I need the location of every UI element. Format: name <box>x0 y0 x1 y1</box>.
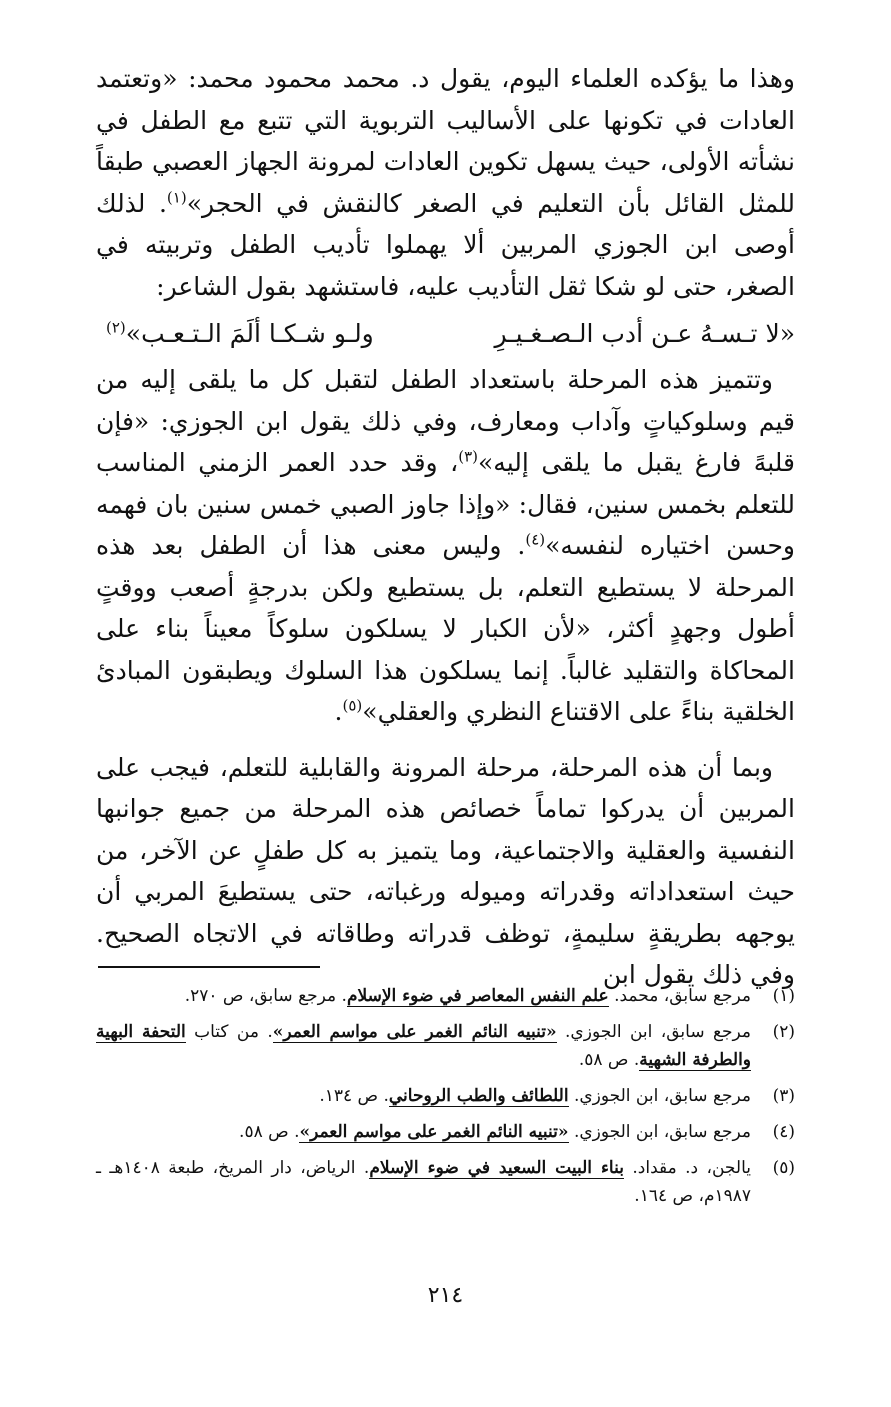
footnote-text <box>96 1082 751 1110</box>
footnote-3 <box>96 1082 795 1110</box>
footnote-details-2: . ص ٥٨. <box>578 1050 640 1070</box>
paragraph-3: وبما أن هذه المرحلة، مرحلة المرونة والقابلية للتعلم، فيجب على المربين أن يدركوا تماماً خصائص هذه المرحلة من جميع جوانبها النفسية والعقلية والاجتماعية، وما يتميز به كل طفلٍ عن الآخر، من حيث استعداداته وقدراته وميوله ورغباته، حتى يستطيعَ المربي أن يوجهه بطريقةٍ سليمةٍ، توظف قدراته وطاقاته في الاتجاه الصحيح. وفي ذلك يقول ابن <box>96 752 795 989</box>
footnote-separator <box>98 966 320 968</box>
footnote-number: (٥) <box>772 1158 795 1178</box>
footnote-ref-2: (٢) <box>106 318 126 337</box>
footnote-5 <box>96 1154 795 1210</box>
main-text <box>96 58 795 996</box>
footnote-number: (٢) <box>772 1022 795 1042</box>
quote-1: «وتعتمد العادات في تكونها على الأساليب التربوية التي تتبع مع الطفل في نشأته الأولى، حيث يسهل تكوين العادات لمرونة الجهاز العصبي طبقاً للمثل القائل بأن التعليم في الصغر كالنقش في الحجر» <box>96 64 795 218</box>
footnote-title: علم النفس المعاصر في ضوء الإسلام <box>346 986 609 1006</box>
footnotes <box>96 982 795 1218</box>
paragraph-2-end: . <box>334 697 343 726</box>
paragraph-1-continuation: . لذلك أوصى ابن الجوزي المربين ألا يهملوا تأديب الطفل وتربيته في الصغر، حتى لو شكا ثقل التأديب عليه، فاستشهد بقول الشاعر: <box>96 188 795 301</box>
verse-first-hemistich: «لا تـسـهُ عـن أدب الـصـغـيـرِ <box>494 319 795 348</box>
footnote-title: اللطائف والطب الروحاني <box>388 1086 569 1106</box>
footnote-title: «تنبيه النائم الغمر على مواسم العمر» <box>299 1122 569 1142</box>
footnote-details: . من كتاب <box>185 1022 273 1042</box>
poetry-verse <box>96 313 795 355</box>
page-number: ٢١٤ <box>427 1283 464 1308</box>
paragraph-1 <box>96 58 795 307</box>
footnote-author: مرجع سابق، ابن الجوزي. <box>568 1122 751 1142</box>
footnote-2 <box>96 1018 795 1074</box>
verse-second-text: ولـو شـكـا ألَمَ الـتـعـب» <box>125 319 374 348</box>
footnote-title: «تنبيه النائم الغمر على مواسم العمر» <box>272 1022 557 1042</box>
footnote-details: . الرياض، دار المريخ، طبعة ١٤٠٨هـ ـ ١٩٨٧م، ص ١٦٤. <box>96 1158 751 1206</box>
footnote-text <box>96 982 751 1010</box>
paragraph-2-part-c: . وليس معنى هذا أن الطفل بعد هذه المرحلة لا يستطيع التعلم، بل يستطيع ولكن بدرجةٍ أصعب ووقتٍ أطول وجهدٍ أكثر، «لأن الكبار لا يسلكون سلوكاً معيناً بناء على المحاكاة والتقليد غالباً. إنما يسلكون هذا السلوك ويطبقون المبادئ الخلقية بناءً على الاقتناع النظري والعقلي» <box>96 531 795 726</box>
footnote-ref-3: (٣) <box>458 447 479 466</box>
footnote-number: (٤) <box>772 1122 795 1142</box>
verse-second-hemistich <box>106 313 374 355</box>
paragraph-2 <box>96 359 795 733</box>
footnote-details: . ص ١٣٤. <box>319 1086 389 1106</box>
footnote-text <box>96 1154 751 1210</box>
footnote-author: يالجن، د. مقداد. <box>623 1158 751 1178</box>
footnote-number: (٣) <box>772 1086 795 1106</box>
footnote-author: مرجع سابق، ابن الجوزي. <box>568 1086 751 1106</box>
footnote-ref-5: (٥) <box>342 696 363 715</box>
footnote-title: بناء البيت السعيد في ضوء الإسلام <box>369 1158 624 1178</box>
paragraph-2-part-a: وتتميز هذه المرحلة باستعداد الطفل لتقبل كل ما يلقى إليه من قيم وسلوكياتٍ وآداب ومعارف، وفي ذلك يقول ابن الجوزي: «فإن قلبهً فارغ يقبل ما يلقى إليه» <box>96 365 795 477</box>
footnote-author: مرجع سابق، محمد. <box>608 986 751 1006</box>
footnote-4 <box>96 1118 795 1146</box>
footnote-author: مرجع سابق، ابن الجوزي. <box>556 1022 751 1042</box>
paragraph-2-part-b: ، وقد حدد العمر الزمني المناسب للتعلم بخمس سنين، فقال: «وإذا جاوز الصبي خمس سنين بان فهمه وحسن اختياره لنفسه» <box>96 448 795 560</box>
footnote-ref-1: (١) <box>166 188 187 207</box>
paragraph-1-intro: وهذا ما يؤكده العلماء اليوم، يقول د. محمد محمود محمد: <box>188 64 795 93</box>
footnote-title-2: التحفة البهية والطرفة الشهية <box>96 1022 751 1070</box>
footnote-1 <box>96 982 795 1010</box>
footnote-number: (١) <box>772 986 795 1006</box>
footnote-details: . مرجع سابق، ص ٢٧٠. <box>184 986 347 1006</box>
footnote-text <box>96 1118 751 1146</box>
footnote-text <box>96 1018 751 1074</box>
footnote-ref-4: (٤) <box>525 530 546 549</box>
footnote-details: . ص ٥٨. <box>239 1122 300 1142</box>
